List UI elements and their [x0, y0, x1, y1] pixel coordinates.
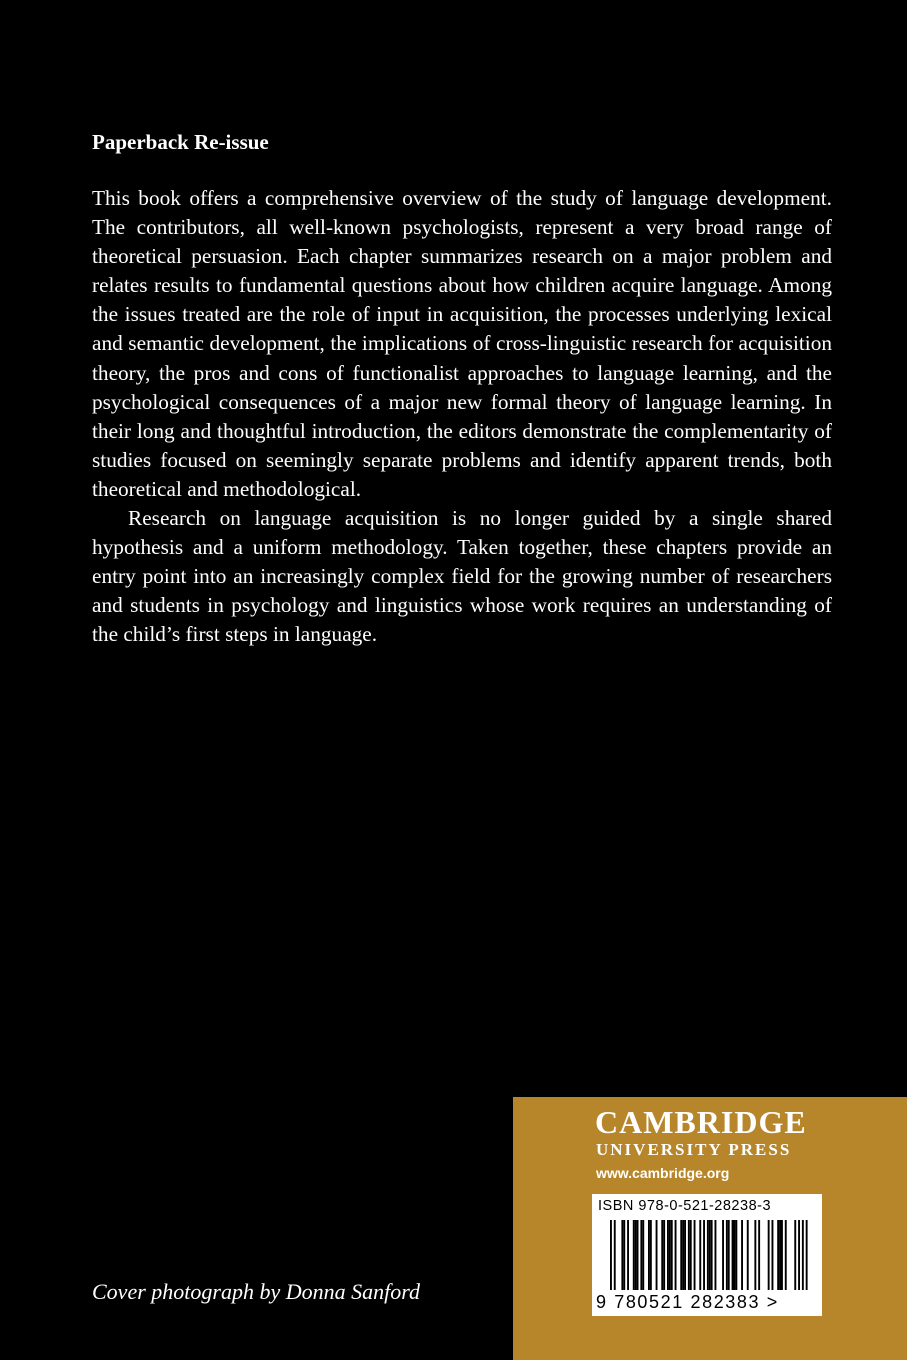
barcode-bar [711, 1220, 713, 1290]
barcode-bar [699, 1220, 701, 1290]
blurb-paragraph-1: This book offers a comprehensive overview of the study of language development. The contributors, all well-known psychologists, represent a very broad range of theoretical persuasion. Each chapter summarizes research on a major problem and relates results to fundamental questions about how children acquire language. Among the issues treated are the role of input in acquisition, the processes underlying lexical and semantic development, the implications of cross-linguistic research for acquisition theory, the pros and cons of functionalist approaches to language learning, and the psychological consequences of a major new formal theory of language learning. In their long and thoughtful introduction, the editors demonstrate the complementarity of studies focused on seemingly separate problems and identify apparent trends, both theoretical and methodological. [92, 186, 832, 501]
barcode-bar [661, 1220, 663, 1290]
barcode-bar [663, 1220, 665, 1290]
publisher-box [513, 1097, 907, 1360]
publisher-name: CAMBRIDGE [595, 1104, 807, 1140]
barcode-bar [627, 1220, 629, 1290]
barcode-bar [633, 1220, 635, 1290]
barcode-bar [735, 1220, 737, 1290]
barcode-bar [707, 1220, 709, 1290]
barcode-bar [623, 1220, 625, 1290]
barcode-bar [741, 1220, 743, 1290]
barcode-bar [785, 1220, 787, 1290]
barcode-bar [726, 1220, 728, 1290]
blurb-text [92, 184, 832, 650]
barcode-bar [648, 1220, 650, 1290]
barcode-bar [802, 1220, 804, 1290]
barcode-bar [754, 1220, 756, 1290]
publisher-subtitle: UNIVERSITY PRESS [596, 1140, 792, 1159]
barcode-bar [768, 1220, 770, 1290]
barcode-bar [798, 1220, 800, 1290]
barcode-bar [758, 1220, 760, 1290]
barcode-bar [614, 1220, 616, 1290]
barcode-bar [728, 1220, 730, 1290]
barcode-bar [650, 1220, 652, 1290]
barcode-bar [656, 1220, 658, 1290]
barcode-bar [734, 1220, 736, 1290]
barcode-bar [732, 1220, 734, 1290]
photo-credit: Cover photograph by Donna Sanford [92, 1279, 420, 1304]
barcode-bar [709, 1220, 711, 1290]
barcode-bar [671, 1220, 673, 1290]
barcode-bar [667, 1220, 669, 1290]
barcode-bar [715, 1220, 717, 1290]
barcode-bar [777, 1220, 779, 1290]
barcode-bar [781, 1220, 783, 1290]
barcode-bar [642, 1220, 644, 1290]
publisher-url: www.cambridge.org [596, 1165, 730, 1181]
isbn-label: ISBN 978-0-521-28238-3 [598, 1198, 772, 1214]
barcode-bar [621, 1220, 623, 1290]
barcode-bar [794, 1220, 796, 1290]
barcode-bar [772, 1220, 774, 1290]
barcode-bar [637, 1220, 639, 1290]
barcode-bar [703, 1220, 705, 1290]
barcode-bar [747, 1220, 749, 1290]
barcode-bar [806, 1220, 808, 1290]
barcode-bar [694, 1220, 696, 1290]
barcode-bar [680, 1220, 682, 1290]
barcode-bar [682, 1220, 684, 1290]
barcode-bar [779, 1220, 781, 1290]
blurb-paragraph-2: Research on language acquisition is no longer guided by a single shared hypothesis and a uniform methodology. Taken together, these chapters provide an entry point into an increasingly complex field for the growing number of researchers and students in psychology and linguistics whose work requires an understanding of the child’s first steps in language. [92, 506, 832, 647]
barcode-bar [640, 1220, 642, 1290]
barcode-bar [684, 1220, 686, 1290]
barcode-bar [610, 1220, 612, 1290]
heading-paperback-reissue: Paperback Re-issue [92, 130, 269, 154]
barcode-bar [675, 1220, 677, 1290]
barcode-bar [690, 1220, 692, 1290]
barcode-bar [688, 1220, 690, 1290]
barcode-bar [635, 1220, 637, 1290]
barcode-bar [722, 1220, 724, 1290]
barcode-bar [669, 1220, 671, 1290]
barcode-panel [592, 1194, 822, 1316]
barcode-digits: 9 780521 282383 > [596, 1292, 779, 1312]
